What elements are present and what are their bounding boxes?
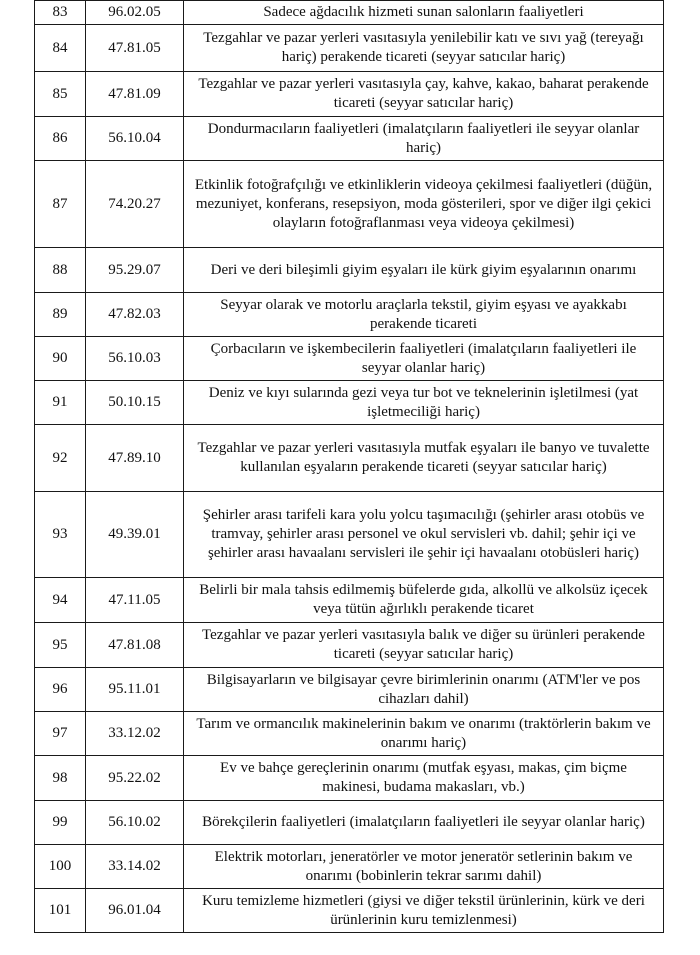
activity-code: 33.12.02 [86,712,184,756]
table-row [35,668,664,712]
activity-code: 33.14.02 [86,845,184,889]
row-number: 98 [35,756,86,801]
row-number: 94 [35,578,86,623]
row-number: 88 [35,248,86,293]
activity-description: Bilgisayarların ve bilgisayar çevre birimlerinin onarımı (ATM'ler ve pos cihazları dahil) [184,668,664,712]
row-number: 93 [35,492,86,578]
activity-description: Börekçilerin faaliyetleri (imalatçıların faaliyetleri ile seyyar olanlar hariç) [184,801,664,845]
activity-description: Tezgahlar ve pazar yerleri vasıtasıyla balık ve diğer su ürünleri perakende ticareti (seyyar satıcılar hariç) [184,623,664,668]
table-row [35,1,664,25]
activity-code: 56.10.02 [86,801,184,845]
activity-code: 95.11.01 [86,668,184,712]
row-number: 97 [35,712,86,756]
activity-description: Tezgahlar ve pazar yerleri vasıtasıyla yenilebilir katı ve sıvı yağ (tereyağı hariç) perakende ticareti (seyyar satıcılar hariç) [184,25,664,72]
table-row [35,578,664,623]
row-number: 100 [35,845,86,889]
table-row [35,25,664,72]
table-row [35,381,664,425]
activity-code-table [34,0,664,933]
row-number: 95 [35,623,86,668]
table-row [35,72,664,117]
activity-description: Seyyar olarak ve motorlu araçlarla tekstil, giyim eşyası ve ayakkabı perakende ticareti [184,293,664,337]
row-number: 99 [35,801,86,845]
activity-description: Çorbacıların ve işkembecilerin faaliyetleri (imalatçıların faaliyetleri ile seyyar olanlar hariç) [184,337,664,381]
activity-code: 47.82.03 [86,293,184,337]
table-row [35,492,664,578]
row-number: 90 [35,337,86,381]
table-body [35,1,664,933]
row-number: 89 [35,293,86,337]
activity-description: Deniz ve kıyı sularında gezi veya tur bot ve teknelerinin işletilmesi (yat işletmeciliği hariç) [184,381,664,425]
document-page [34,0,664,933]
row-number: 92 [35,425,86,492]
activity-code: 49.39.01 [86,492,184,578]
table-row [35,712,664,756]
activity-code: 47.81.05 [86,25,184,72]
table-row [35,845,664,889]
activity-code: 47.11.05 [86,578,184,623]
activity-code: 50.10.15 [86,381,184,425]
table-row [35,248,664,293]
activity-description: Belirli bir mala tahsis edilmemiş büfelerde gıda, alkollü ve alkolsüz içecek veya tütün ağırlıklı perakende ticaret [184,578,664,623]
activity-description: Sadece ağdacılık hizmeti sunan salonların faaliyetleri [184,1,664,25]
activity-description: Şehirler arası tarifeli kara yolu yolcu taşımacılığı (şehirler arası otobüs ve tramvay, şehirler arası personel ve okul servisleri vb. dahil; şehir içi ve şehirler arası havaalanı servisleri ile şehir içi havaalanı otobüsleri hariç) [184,492,664,578]
row-number: 101 [35,889,86,933]
activity-code: 95.22.02 [86,756,184,801]
row-number: 83 [35,1,86,25]
table-row [35,801,664,845]
row-number: 91 [35,381,86,425]
table-row [35,337,664,381]
activity-code: 74.20.27 [86,161,184,248]
activity-code: 56.10.04 [86,117,184,161]
table-row [35,161,664,248]
table-row [35,117,664,161]
activity-code: 47.81.08 [86,623,184,668]
activity-code: 96.01.04 [86,889,184,933]
table-row [35,889,664,933]
row-number: 96 [35,668,86,712]
row-number: 84 [35,25,86,72]
activity-description: Dondurmacıların faaliyetleri (imalatçıların faaliyetleri ile seyyar olanlar hariç) [184,117,664,161]
activity-description: Elektrik motorları, jeneratörler ve motor jeneratör setlerinin bakım ve onarımı (bobinlerin tekrar sarımı dahil) [184,845,664,889]
activity-description: Kuru temizleme hizmetleri (giysi ve diğer tekstil ürünlerinin, kürk ve deri ürünlerinin kuru temizlenmesi) [184,889,664,933]
activity-description: Ev ve bahçe gereçlerinin onarımı (mutfak eşyası, makas, çim biçme makinesi, budama makasları, vb.) [184,756,664,801]
row-number: 87 [35,161,86,248]
activity-code: 95.29.07 [86,248,184,293]
activity-code: 96.02.05 [86,1,184,25]
table-row [35,293,664,337]
activity-description: Etkinlik fotoğrafçılığı ve etkinliklerin videoya çekilmesi faaliyetleri (düğün, mezuniyet, konferans, resepsiyon, moda gösterileri, spor ve diğer ilgi çekici olayların fotoğraflanması veya videoya çekilmesi) [184,161,664,248]
activity-code: 47.89.10 [86,425,184,492]
activity-description: Tezgahlar ve pazar yerleri vasıtasıyla mutfak eşyaları ile banyo ve tuvalette kullanılan eşyaların perakende ticareti (seyyar satıcılar hariç) [184,425,664,492]
row-number: 86 [35,117,86,161]
activity-code: 47.81.09 [86,72,184,117]
table-row [35,623,664,668]
table-row [35,756,664,801]
activity-description: Deri ve deri bileşimli giyim eşyaları ile kürk giyim eşyalarının onarımı [184,248,664,293]
activity-description: Tarım ve ormancılık makinelerinin bakım ve onarımı (traktörlerin bakım ve onarımı hariç) [184,712,664,756]
row-number: 85 [35,72,86,117]
table-row [35,425,664,492]
activity-code: 56.10.03 [86,337,184,381]
activity-description: Tezgahlar ve pazar yerleri vasıtasıyla çay, kahve, kakao, baharat perakende ticareti (seyyar satıcılar hariç) [184,72,664,117]
